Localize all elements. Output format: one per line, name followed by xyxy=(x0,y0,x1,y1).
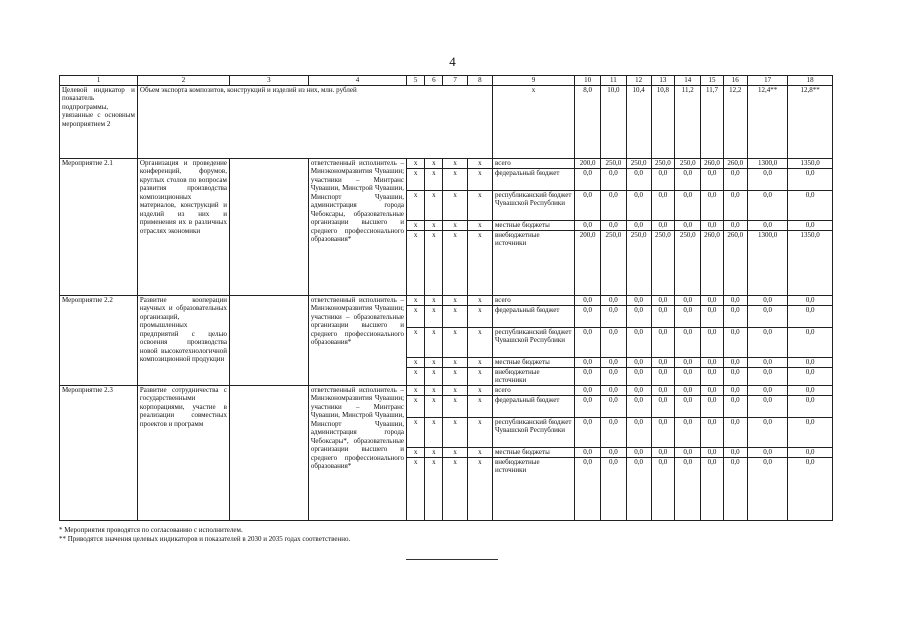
amount-value: 0,0 xyxy=(747,357,787,367)
x-mark: x xyxy=(407,327,425,357)
x-mark: x xyxy=(443,457,467,520)
amount-value: 0,0 xyxy=(675,417,701,447)
amount-value: 0,0 xyxy=(574,367,600,385)
measure-description: Организация и проведение конференций, форумов, круглых столов по вопросам развития производства композиционных материалов, конструкций и изделий из них и применения их в различных отраслях экономики xyxy=(137,158,229,295)
column-number: 18 xyxy=(788,76,833,86)
x-mark: x xyxy=(425,158,443,168)
amount-value: 0,0 xyxy=(747,385,787,395)
x-mark: x xyxy=(467,295,492,305)
amount-value: 0,0 xyxy=(601,395,626,417)
x-mark: x xyxy=(443,327,467,357)
amount-value: 0,0 xyxy=(626,327,651,357)
source-label: республиканский бюджет Чувашской Республики xyxy=(492,417,574,447)
measure-executors: ответственный исполнитель – Минэкономразвития Чувашии; участники – Минтранс Чувашии, Минстрой Чувашии, Минспорт Чувашии, администрация города Чебоксары, образовательные организации высшего и среднего профессионального образования* xyxy=(308,158,406,295)
source-label: внебюджетные источники xyxy=(492,230,574,295)
amount-value: 1350,0 xyxy=(788,230,833,295)
amount-value: 0,0 xyxy=(574,305,600,327)
amount-value: 0,0 xyxy=(601,327,626,357)
x-mark: x xyxy=(467,417,492,447)
indicator-source: x xyxy=(492,85,574,158)
x-mark: x xyxy=(443,295,467,305)
amount-value: 0,0 xyxy=(701,367,723,385)
measure-label: Мероприятие 2.2 xyxy=(60,295,138,385)
indicator-value: 11,7 xyxy=(701,85,723,158)
amount-value: 0,0 xyxy=(701,295,723,305)
x-mark: x xyxy=(467,395,492,417)
amount-value: 260,0 xyxy=(701,158,723,168)
amount-value: 0,0 xyxy=(601,295,626,305)
source-label: республиканский бюджет Чувашской Республики xyxy=(492,190,574,220)
amount-value: 0,0 xyxy=(675,295,701,305)
amount-value: 0,0 xyxy=(574,168,600,190)
amount-value: 0,0 xyxy=(574,220,600,230)
indicator-value: 12,2 xyxy=(723,85,747,158)
x-mark: x xyxy=(467,447,492,457)
x-mark: x xyxy=(407,447,425,457)
amount-value: 0,0 xyxy=(701,447,723,457)
x-mark: x xyxy=(443,158,467,168)
x-mark: x xyxy=(407,190,425,220)
amount-value: 0,0 xyxy=(788,295,833,305)
x-mark: x xyxy=(425,367,443,385)
amount-value: 0,0 xyxy=(723,385,747,395)
x-mark: x xyxy=(425,168,443,190)
amount-value: 0,0 xyxy=(601,220,626,230)
amount-value: 1300,0 xyxy=(747,230,787,295)
source-label: федеральный бюджет xyxy=(492,305,574,327)
x-mark: x xyxy=(467,168,492,190)
column-number: 9 xyxy=(492,76,574,86)
amount-value: 0,0 xyxy=(651,395,674,417)
amount-value: 0,0 xyxy=(651,327,674,357)
source-label: всего xyxy=(492,295,574,305)
amount-value: 0,0 xyxy=(675,220,701,230)
x-mark: x xyxy=(407,168,425,190)
amount-value: 250,0 xyxy=(651,158,674,168)
amount-value: 0,0 xyxy=(723,305,747,327)
amount-value: 0,0 xyxy=(651,305,674,327)
amount-value: 0,0 xyxy=(701,327,723,357)
source-label: всего xyxy=(492,158,574,168)
amount-value: 0,0 xyxy=(788,305,833,327)
source-label: внебюджетные источники xyxy=(492,457,574,520)
empty-cell xyxy=(229,385,308,520)
amount-value: 0,0 xyxy=(723,168,747,190)
x-mark: x xyxy=(407,417,425,447)
indicator-value: 10,8 xyxy=(651,85,674,158)
x-mark: x xyxy=(425,417,443,447)
x-mark: x xyxy=(443,385,467,395)
amount-value: 0,0 xyxy=(574,327,600,357)
x-mark: x xyxy=(467,158,492,168)
x-mark: x xyxy=(425,190,443,220)
x-mark: x xyxy=(425,395,443,417)
amount-value: 0,0 xyxy=(723,457,747,520)
amount-value: 0,0 xyxy=(747,305,787,327)
amount-value: 0,0 xyxy=(701,357,723,367)
amount-value: 0,0 xyxy=(626,447,651,457)
amount-value: 0,0 xyxy=(701,305,723,327)
amount-value: 0,0 xyxy=(626,295,651,305)
measure-2-row xyxy=(60,295,833,305)
amount-value: 0,0 xyxy=(651,447,674,457)
indicator-value: 11,2 xyxy=(675,85,701,158)
amount-value: 0,0 xyxy=(651,357,674,367)
amount-value: 0,0 xyxy=(788,168,833,190)
amount-value: 0,0 xyxy=(747,295,787,305)
x-mark: x xyxy=(443,395,467,417)
amount-value: 0,0 xyxy=(701,220,723,230)
amount-value: 0,0 xyxy=(788,447,833,457)
amount-value: 0,0 xyxy=(626,385,651,395)
amount-value: 0,0 xyxy=(675,395,701,417)
amount-value: 0,0 xyxy=(601,367,626,385)
amount-value: 0,0 xyxy=(675,447,701,457)
amount-value: 250,0 xyxy=(626,158,651,168)
amount-value: 0,0 xyxy=(574,385,600,395)
measure-executors: ответственный исполнитель – Минэкономразвития Чувашии; участники – Минтранс Чувашии, Минстрой Чувашии, Минспорт Чувашии, администрация города Чебоксары*, образовательные организации высшего и среднего профессионального образования* xyxy=(308,385,406,520)
amount-value: 250,0 xyxy=(675,158,701,168)
column-number: 16 xyxy=(723,76,747,86)
measure-description: Развитие кооперации научных и образовательных организаций, промышленных предприятий с целью освоения производства новой высокотехнологичной композиционной продукции xyxy=(137,295,229,385)
amount-value: 0,0 xyxy=(626,367,651,385)
indicator-value: 8,0 xyxy=(574,85,600,158)
amount-value: 0,0 xyxy=(747,395,787,417)
measure-1-row xyxy=(60,158,833,168)
x-mark: x xyxy=(407,230,425,295)
column-number: 3 xyxy=(229,76,308,86)
empty-cell xyxy=(229,158,308,295)
column-number: 4 xyxy=(308,76,406,86)
x-mark: x xyxy=(467,357,492,367)
column-number: 14 xyxy=(675,76,701,86)
indicator-value: 10,0 xyxy=(601,85,626,158)
amount-value: 0,0 xyxy=(747,190,787,220)
amount-value: 0,0 xyxy=(651,295,674,305)
x-mark: x xyxy=(407,158,425,168)
footnote-2: ** Приводятся значения целевых индикаторов и показателей в 2030 и 2035 годах соответственно. xyxy=(59,535,351,543)
amount-value: 0,0 xyxy=(675,385,701,395)
amount-value: 0,0 xyxy=(788,395,833,417)
amount-value: 0,0 xyxy=(723,395,747,417)
column-number: 11 xyxy=(601,76,626,86)
indicator-value: 10,4 xyxy=(626,85,651,158)
amount-value: 0,0 xyxy=(701,168,723,190)
x-mark: x xyxy=(467,230,492,295)
amount-value: 0,0 xyxy=(626,417,651,447)
amount-value: 0,0 xyxy=(626,357,651,367)
column-number: 8 xyxy=(467,76,492,86)
amount-value: 0,0 xyxy=(626,395,651,417)
measure-description: Развитие сотрудничества с государственными корпорациями, участие в реализации совместных проектов и программ xyxy=(137,385,229,520)
amount-value: 0,0 xyxy=(675,357,701,367)
column-number: 12 xyxy=(626,76,651,86)
x-mark: x xyxy=(407,385,425,395)
amount-value: 0,0 xyxy=(788,457,833,520)
amount-value: 0,0 xyxy=(723,295,747,305)
amount-value: 0,0 xyxy=(723,190,747,220)
amount-value: 0,0 xyxy=(574,395,600,417)
amount-value: 250,0 xyxy=(626,230,651,295)
column-number: 1 xyxy=(60,76,138,86)
amount-value: 0,0 xyxy=(626,220,651,230)
amount-value: 0,0 xyxy=(675,168,701,190)
amount-value: 0,0 xyxy=(747,168,787,190)
x-mark: x xyxy=(467,220,492,230)
amount-value: 0,0 xyxy=(675,457,701,520)
amount-value: 0,0 xyxy=(788,417,833,447)
amount-value: 0,0 xyxy=(626,457,651,520)
x-mark: x xyxy=(443,357,467,367)
footnote-1: * Мероприятия проводятся по согласованию с исполнителем. xyxy=(59,526,243,534)
x-mark: x xyxy=(407,295,425,305)
amount-value: 0,0 xyxy=(651,385,674,395)
x-mark: x xyxy=(425,357,443,367)
source-label: местные бюджеты xyxy=(492,220,574,230)
x-mark: x xyxy=(467,305,492,327)
indicator-name: Объем экспорта композитов, конструкций и изделий из них, млн. рублей xyxy=(137,85,492,158)
amount-value: 260,0 xyxy=(723,230,747,295)
amount-value: 1350,0 xyxy=(788,158,833,168)
column-number: 15 xyxy=(701,76,723,86)
amount-value: 0,0 xyxy=(651,168,674,190)
amount-value: 0,0 xyxy=(723,220,747,230)
amount-value: 250,0 xyxy=(651,230,674,295)
measure-label: Мероприятие 2.1 xyxy=(60,158,138,295)
amount-value: 0,0 xyxy=(574,295,600,305)
amount-value: 0,0 xyxy=(601,305,626,327)
amount-value: 0,0 xyxy=(675,367,701,385)
source-label: местные бюджеты xyxy=(492,357,574,367)
indicator-value: 12,4** xyxy=(747,85,787,158)
x-mark: x xyxy=(443,447,467,457)
amount-value: 0,0 xyxy=(601,190,626,220)
amount-value: 250,0 xyxy=(601,158,626,168)
amount-value: 0,0 xyxy=(574,190,600,220)
amount-value: 0,0 xyxy=(601,457,626,520)
amount-value: 0,0 xyxy=(651,457,674,520)
amount-value: 0,0 xyxy=(788,220,833,230)
column-number: 2 xyxy=(137,76,229,86)
header-row xyxy=(60,76,833,86)
amount-value: 0,0 xyxy=(651,367,674,385)
amount-value: 0,0 xyxy=(788,357,833,367)
measure-3-row xyxy=(60,385,833,395)
amount-value: 0,0 xyxy=(675,190,701,220)
amount-value: 250,0 xyxy=(675,230,701,295)
column-number: 10 xyxy=(574,76,600,86)
x-mark: x xyxy=(443,305,467,327)
amount-value: 0,0 xyxy=(701,417,723,447)
amount-value: 0,0 xyxy=(788,367,833,385)
amount-value: 0,0 xyxy=(701,190,723,220)
amount-value: 0,0 xyxy=(651,220,674,230)
amount-value: 0,0 xyxy=(651,190,674,220)
amount-value: 260,0 xyxy=(701,230,723,295)
program-table xyxy=(59,75,833,521)
amount-value: 250,0 xyxy=(601,230,626,295)
x-mark: x xyxy=(425,327,443,357)
x-mark: x xyxy=(425,447,443,457)
amount-value: 0,0 xyxy=(747,457,787,520)
x-mark: x xyxy=(425,230,443,295)
amount-value: 0,0 xyxy=(747,447,787,457)
x-mark: x xyxy=(467,367,492,385)
x-mark: x xyxy=(443,367,467,385)
indicator-row xyxy=(60,85,833,158)
empty-cell xyxy=(229,295,308,385)
x-mark: x xyxy=(425,220,443,230)
x-mark: x xyxy=(407,395,425,417)
source-label: республиканский бюджет Чувашской Республики xyxy=(492,327,574,357)
amount-value: 0,0 xyxy=(723,447,747,457)
x-mark: x xyxy=(443,168,467,190)
source-label: федеральный бюджет xyxy=(492,168,574,190)
x-mark: x xyxy=(467,457,492,520)
column-number: 6 xyxy=(425,76,443,86)
x-mark: x xyxy=(443,190,467,220)
x-mark: x xyxy=(425,305,443,327)
amount-value: 0,0 xyxy=(723,357,747,367)
indicator-value: 12,8** xyxy=(788,85,833,158)
amount-value: 0,0 xyxy=(626,190,651,220)
column-number: 7 xyxy=(443,76,467,86)
amount-value: 0,0 xyxy=(601,385,626,395)
x-mark: x xyxy=(407,220,425,230)
amount-value: 0,0 xyxy=(574,447,600,457)
measure-executors: ответственный исполнитель – Минэкономразвития Чувашии; участники – образовательные организации высшего и среднего профессионального образования* xyxy=(308,295,406,385)
amount-value: 0,0 xyxy=(675,327,701,357)
x-mark: x xyxy=(467,190,492,220)
amount-value: 0,0 xyxy=(747,327,787,357)
amount-value: 0,0 xyxy=(723,417,747,447)
amount-value: 0,0 xyxy=(675,305,701,327)
amount-value: 0,0 xyxy=(601,168,626,190)
amount-value: 0,0 xyxy=(701,385,723,395)
amount-value: 0,0 xyxy=(601,417,626,447)
x-mark: x xyxy=(407,367,425,385)
measure-label: Мероприятие 2.3 xyxy=(60,385,138,520)
x-mark: x xyxy=(407,357,425,367)
amount-value: 0,0 xyxy=(574,417,600,447)
amount-value: 200,0 xyxy=(574,158,600,168)
source-label: федеральный бюджет xyxy=(492,395,574,417)
amount-value: 0,0 xyxy=(701,457,723,520)
amount-value: 1300,0 xyxy=(747,158,787,168)
amount-value: 0,0 xyxy=(651,417,674,447)
page-number: 4 xyxy=(449,54,456,69)
amount-value: 0,0 xyxy=(788,385,833,395)
amount-value: 0,0 xyxy=(723,367,747,385)
closing-rule xyxy=(406,559,498,560)
source-label: местные бюджеты xyxy=(492,447,574,457)
x-mark: x xyxy=(443,220,467,230)
amount-value: 0,0 xyxy=(601,447,626,457)
indicator-label: Целевой индикатор и показатель подпрограммы, увязанные с основным мероприятием 2 xyxy=(60,85,138,158)
amount-value: 260,0 xyxy=(723,158,747,168)
amount-value: 0,0 xyxy=(626,168,651,190)
x-mark: x xyxy=(425,385,443,395)
footnotes xyxy=(59,526,350,544)
x-mark: x xyxy=(407,305,425,327)
amount-value: 0,0 xyxy=(723,327,747,357)
amount-value: 0,0 xyxy=(747,417,787,447)
x-mark: x xyxy=(425,457,443,520)
x-mark: x xyxy=(443,417,467,447)
source-label: внебюджетные источники xyxy=(492,367,574,385)
column-number: 13 xyxy=(651,76,674,86)
amount-value: 0,0 xyxy=(574,457,600,520)
amount-value: 200,0 xyxy=(574,230,600,295)
amount-value: 0,0 xyxy=(601,357,626,367)
x-mark: x xyxy=(425,295,443,305)
x-mark: x xyxy=(443,230,467,295)
source-label: всего xyxy=(492,385,574,395)
amount-value: 0,0 xyxy=(788,190,833,220)
amount-value: 0,0 xyxy=(701,395,723,417)
amount-value: 0,0 xyxy=(747,220,787,230)
x-mark: x xyxy=(407,457,425,520)
column-number: 5 xyxy=(407,76,425,86)
x-mark: x xyxy=(467,385,492,395)
amount-value: 0,0 xyxy=(747,367,787,385)
column-number: 17 xyxy=(747,76,787,86)
x-mark: x xyxy=(467,327,492,357)
amount-value: 0,0 xyxy=(626,305,651,327)
amount-value: 0,0 xyxy=(574,357,600,367)
amount-value: 0,0 xyxy=(788,327,833,357)
